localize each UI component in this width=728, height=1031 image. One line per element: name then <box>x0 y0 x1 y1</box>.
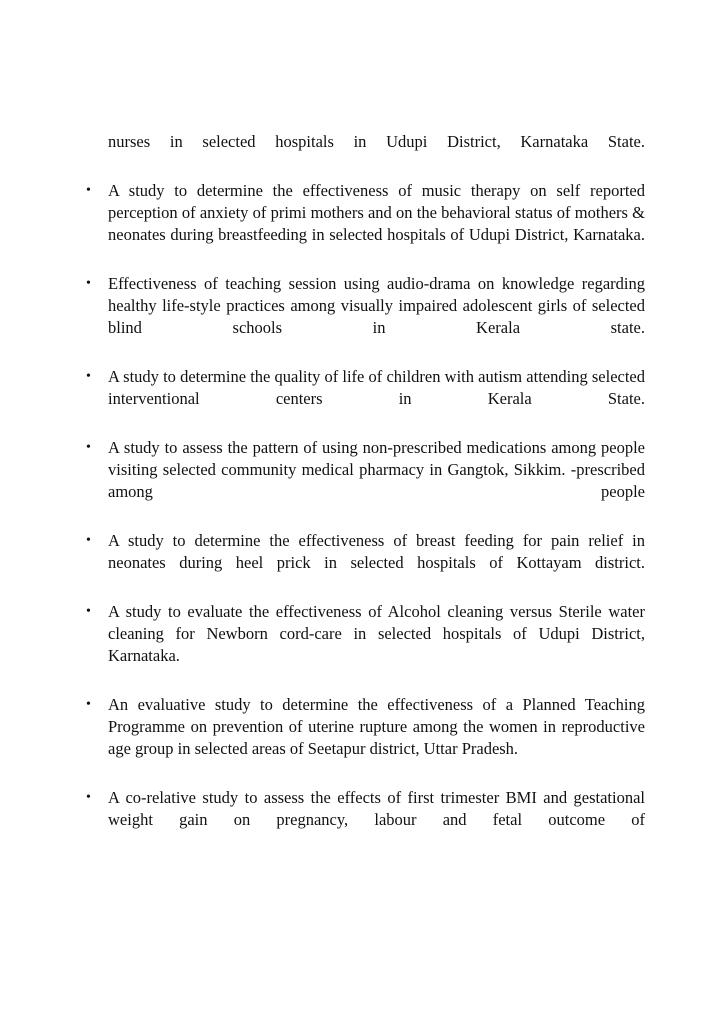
list-item-text: A study to determine the quality of life of children with autism attending selected interventional centers in Kerala State. <box>108 367 645 408</box>
list-item-text: A co-relative study to assess the effects of first trimester BMI and gestational weight gain on pregnancy, labour and fetal outcome of <box>108 788 645 829</box>
list-item-text: A study to determine the effectiveness of breast feeding for pain relief in neonates during heel prick in selected hospitals of Kottayam district. <box>108 531 645 572</box>
list-item-text: A study to evaluate the effectiveness of Alcohol cleaning versus Sterile water cleaning for Newborn cord-care in selected hospitals of Udupi District, Karnataka. <box>108 602 645 665</box>
bullet-icon: • <box>86 440 91 455</box>
list-item-text: A study to determine the effectiveness of music therapy on self reported perception of anxiety of primi mothers and on the behavioral status of mothers & neonates during breastfeeding in selected hospitals of Udupi District, Karnataka. <box>108 181 645 244</box>
list-item <box>88 366 645 410</box>
bullet-icon: • <box>86 369 91 384</box>
page-content <box>88 131 645 858</box>
bullet-icon: • <box>86 697 91 712</box>
list-item <box>88 180 645 246</box>
study-list <box>88 180 645 831</box>
bullet-icon: • <box>86 183 91 198</box>
list-item <box>88 694 645 760</box>
list-item <box>88 601 645 667</box>
bullet-icon: • <box>86 790 91 805</box>
list-item <box>88 530 645 574</box>
list-item-text: Effectiveness of teaching session using audio-drama on knowledge regarding healthy life-style practices among visually impaired adolescent girls of selected blind schools in Kerala state. <box>108 274 645 337</box>
list-item <box>88 787 645 831</box>
continuation-paragraph: nurses in selected hospitals in Udupi District, Karnataka State. <box>108 132 645 151</box>
bullet-icon: • <box>86 604 91 619</box>
list-item <box>88 437 645 503</box>
list-item <box>88 273 645 339</box>
bullet-icon: • <box>86 276 91 291</box>
list-item-text: A study to assess the pattern of using non-prescribed medications among people visiting selected community medical pharmacy in Gangtok, Sikkim. -prescribed among people <box>108 438 645 501</box>
list-item-text: An evaluative study to determine the effectiveness of a Planned Teaching Programme on prevention of uterine rupture among the women in reproductive age group in selected areas of Seetapur district, Uttar Pradesh. <box>108 695 645 758</box>
bullet-icon: • <box>86 533 91 548</box>
